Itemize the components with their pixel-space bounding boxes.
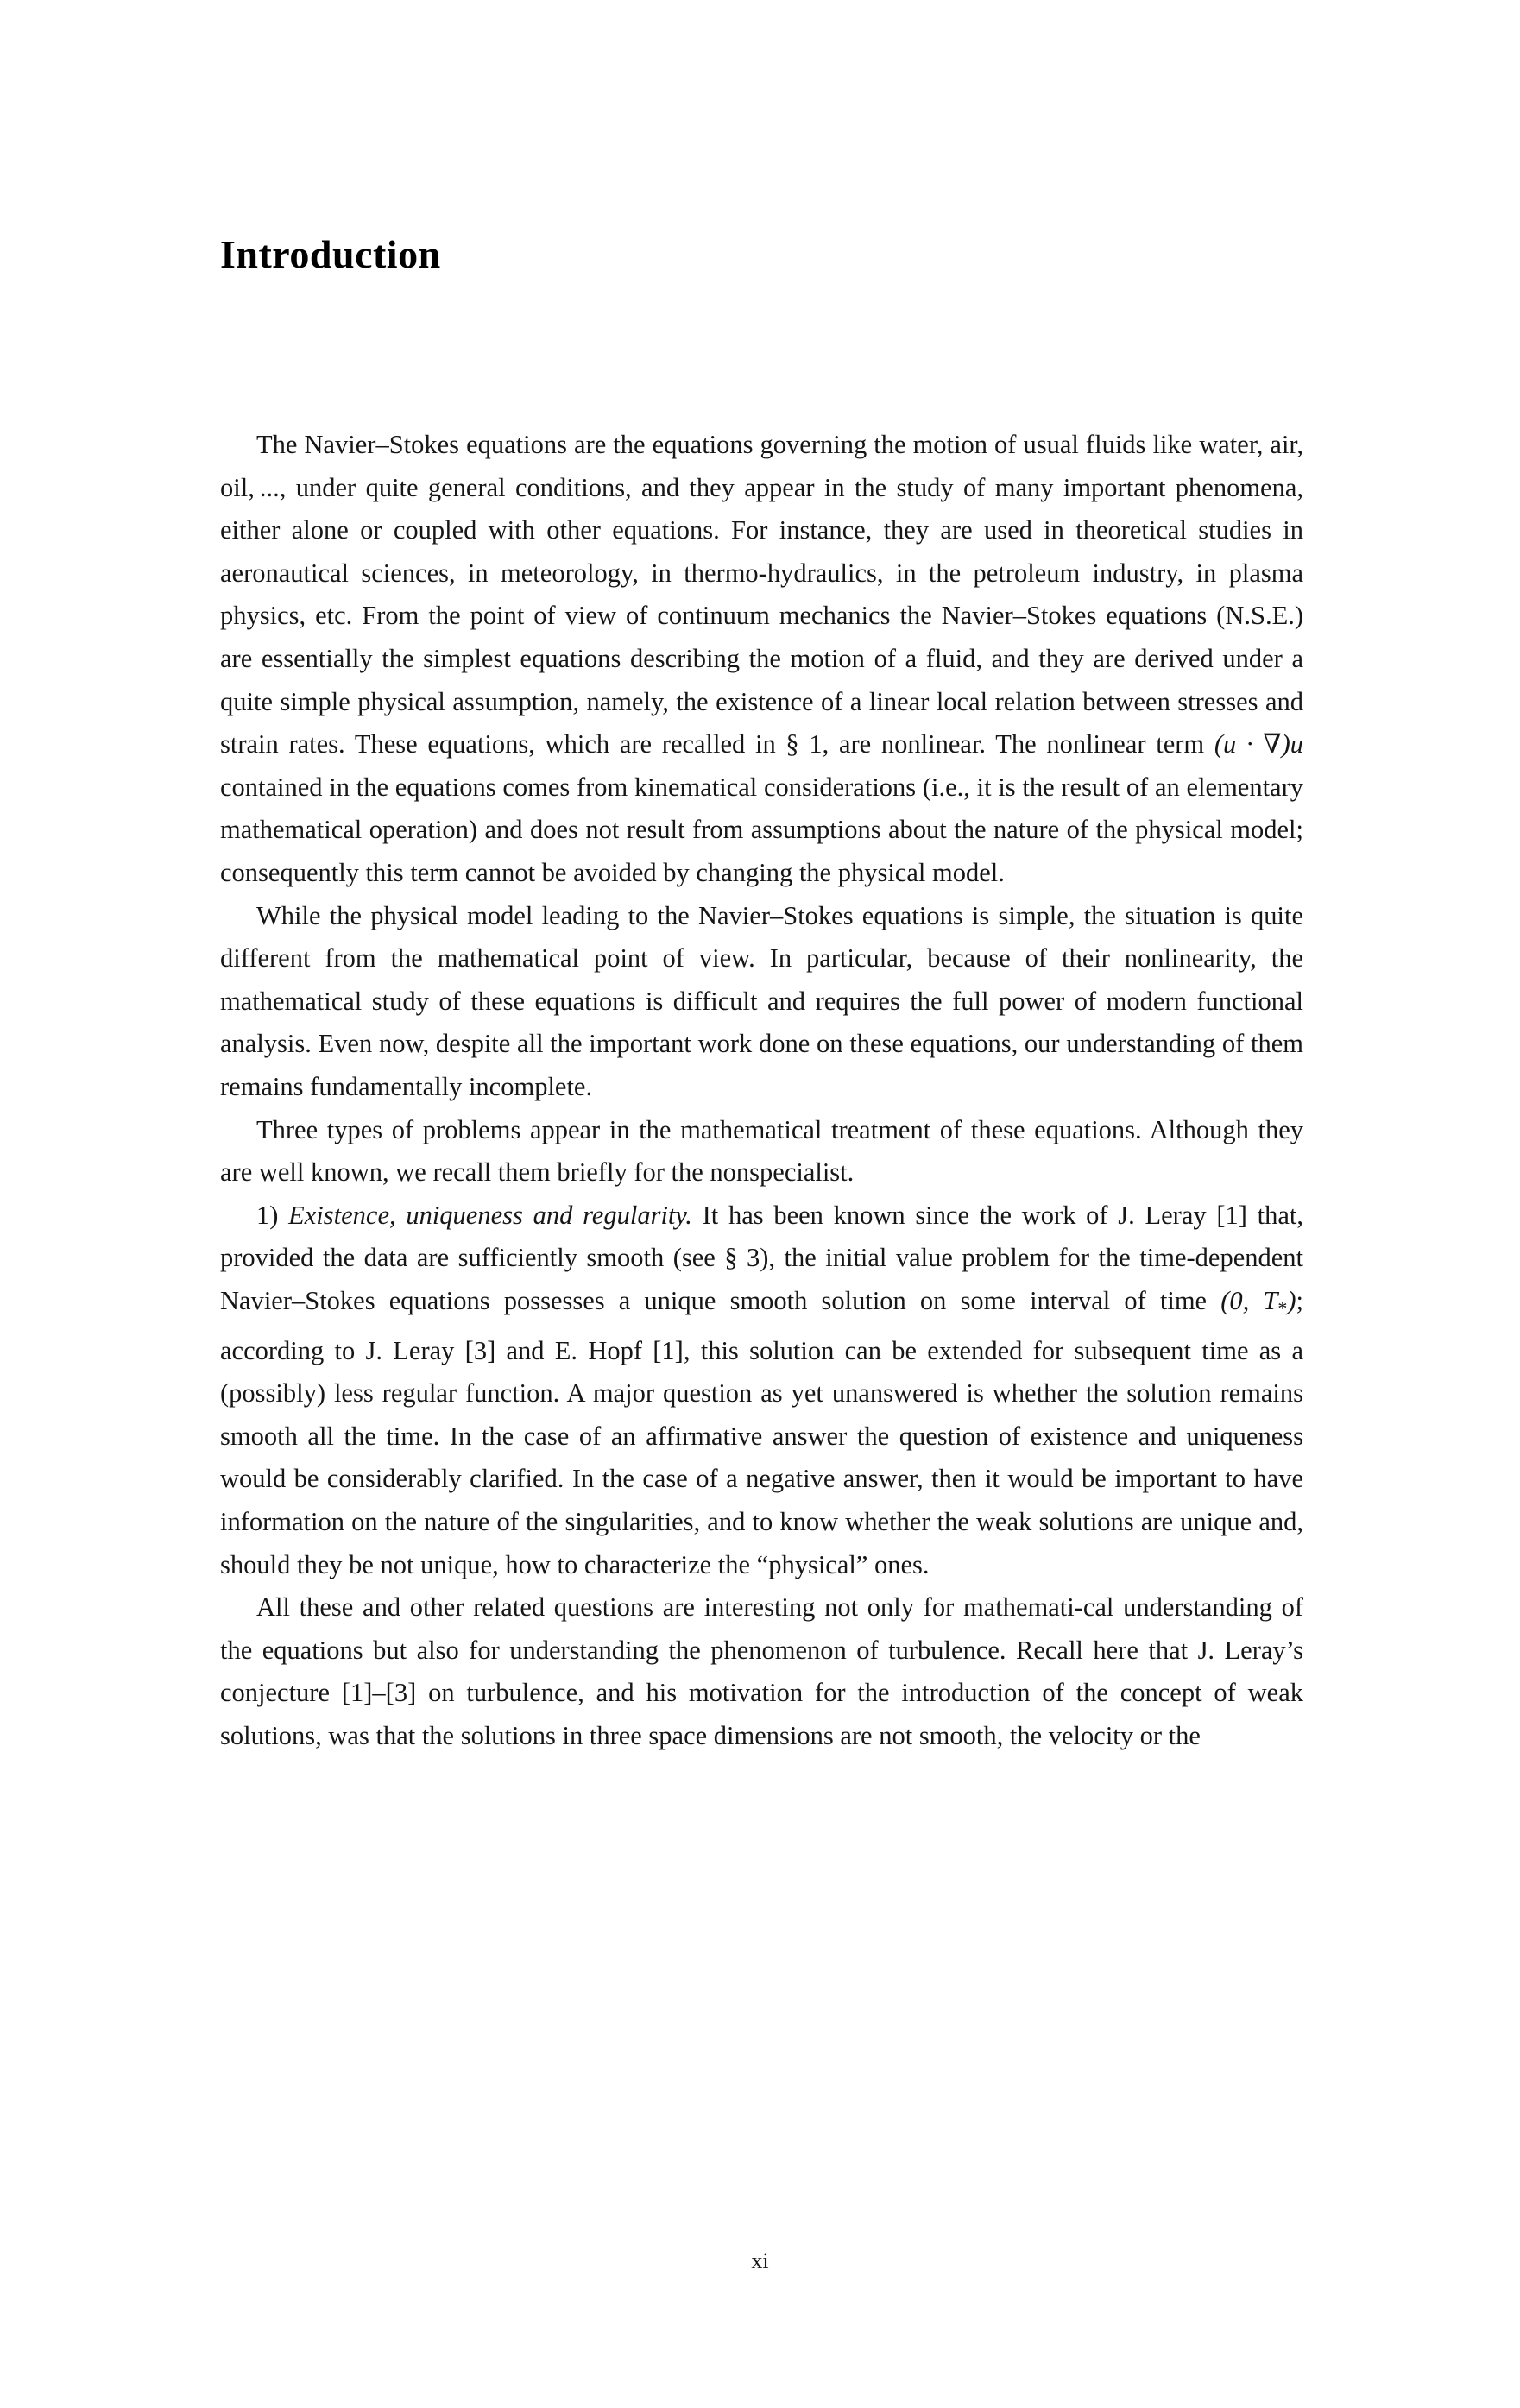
page-number: xi (751, 2248, 769, 2273)
page-title: Introduction (220, 232, 441, 276)
paragraph: 1) Existence, uniqueness and regularity. It has been known since the work of J. Leray [1] that, provided the data are sufficiently smooth (see § 3), the initial value problem for the time-dependent Navier–Stokes equations possesses a unique smooth solution on some interval of time (0, $T_*$); according to J. Leray [3] and E. Hopf [1], this solution can be extended for subsequent time as a (possibly) less regular function. A major question as yet unanswered is whether the solution remains smooth all the time. In the case of an affirmative answer the question of existence and uniqueness would be considerably clarified. In the case of a negative answer, then it would be important to have information on the nature of the singularities, and to know whether the weak solutions are unique and, should they be not unique, how to characterize the “physical” ones. (220, 1200, 1303, 1579)
italic-run: Existence, uniqueness and regularity. (288, 1200, 692, 1230)
math-run: (0, $T_*$) (1220, 1285, 1296, 1320)
paragraph: All these and other related questions are interesting not only for mathemati-cal understanding of the equations but also for understanding the phenomenon of turbulence. Recall here that J. Leray’s conjecture [1]–[3] on turbulence, and his motivation for the introduction of the concept of weak solutions, was that the solutions in three space dimensions are not smooth, the velocity or the (220, 1592, 1303, 1750)
paragraph: Three types of problems appear in the mathematical treatment of these equations. Although they are well known, we recall them briefly for the nonspecialist. (220, 1114, 1303, 1188)
body-text (220, 424, 1303, 1758)
subscript: * (1277, 1297, 1288, 1320)
page-content (220, 0, 1303, 1758)
paragraph: The Navier–Stokes equations are the equations governing the motion of usual fluids like water, air, oil, ..., under quite general conditions, and they appear in the study of many important phenomena, either alone or coupled with other equations. For instance, they are used in theoretical studies in aeronautical sciences, in meteorology, in thermo-hydraulics, in the petroleum industry, in plasma physics, etc. From the point of view of continuum mechanics the Navier–Stokes equations (N.S.E.) are essentially the simplest equations describing the motion of a fluid, and they are derived under a quite simple physical assumption, namely, the existence of a linear local relation between stresses and strain rates. These equations, which are recalled in § 1, are nonlinear. The nonlinear term (u · ∇)u contained in the equations comes from kinematical considerations (i.e., it is the result of an elementary mathematical operation) and does not result from assumptions about the nature of the physical model; consequently this term cannot be avoided by changing the physical model. (220, 430, 1303, 887)
paragraph: While the physical model leading to the Navier–Stokes equations is simple, the situation is quite different from the mathematical point of view. In particular, because of their nonlinearity, the mathematical study of these equations is difficult and requires the full power of modern functional analysis. Even now, despite all the important work done on these equations, our understanding of them remains fundamentally incomplete. (220, 900, 1303, 1101)
math-run: (u · ∇)u (1214, 729, 1303, 760)
